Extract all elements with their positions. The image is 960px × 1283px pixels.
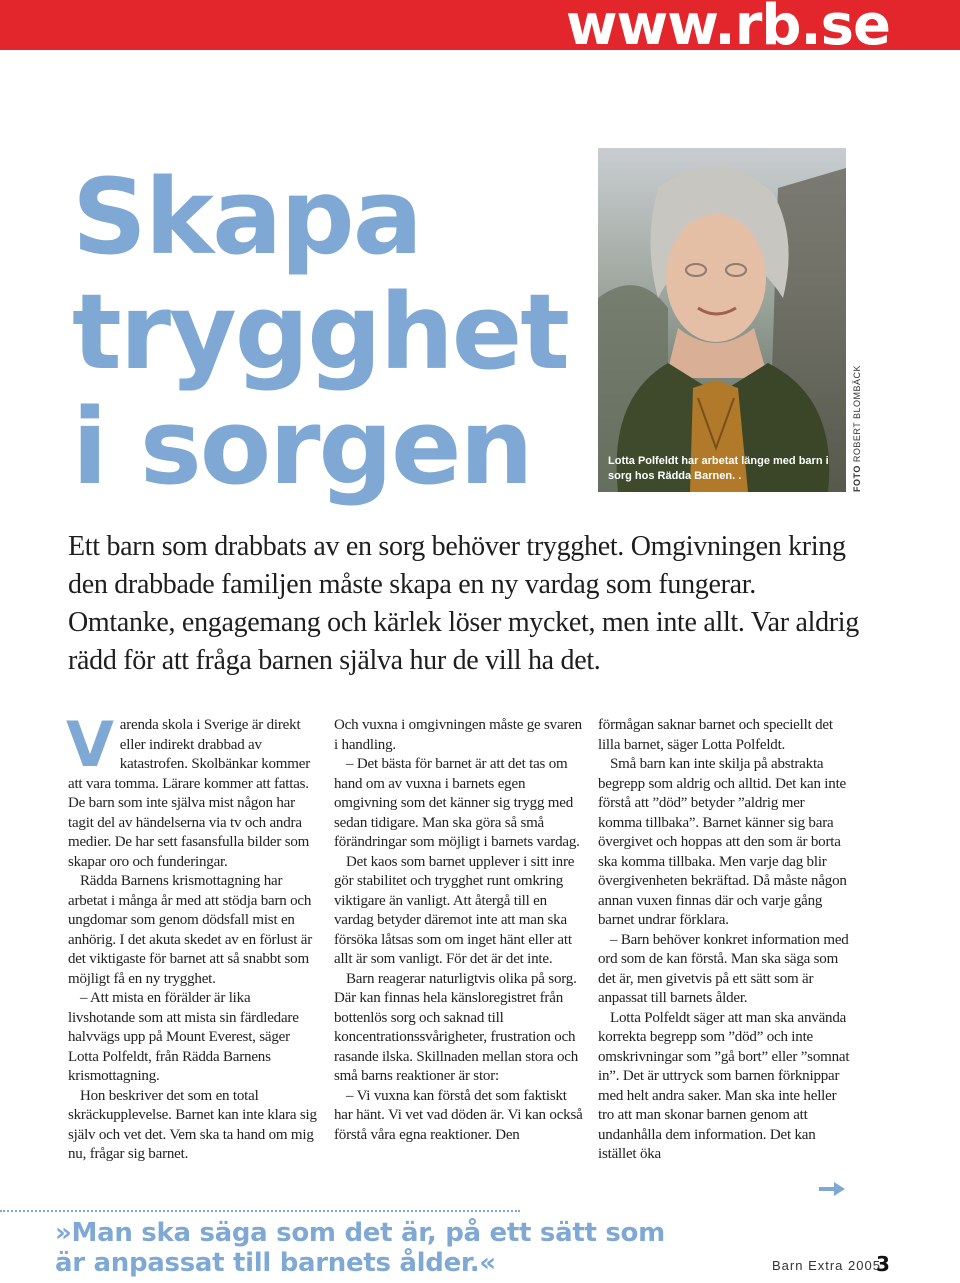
drop-cap: V (66, 708, 114, 781)
article-column-3 (598, 716, 850, 1165)
photo-caption: Lotta Polfeldt har arbetat länge med barn i sorg hos Rädda Barnen. . (608, 455, 829, 482)
publication-name: Barn Extra 2005 (772, 1258, 881, 1273)
paragraph: – Det bästa för barnet är att det tas om hand om av vuxna i barnets egen omgivning som det känner sig trygg med sedan tidigare. Man ska göra så små förändringar som möjligt i barnets vardag. (334, 756, 580, 850)
headline-line-3: i sorgen (72, 386, 532, 508)
page-number: 3 (876, 1252, 890, 1276)
site-url[interactable]: www.rb.se (565, 0, 890, 58)
portrait-photo (598, 148, 846, 492)
paragraph: Det kaos som barnet upplever i sitt inre gör stabilitet och trygghet runt omkring viktigare än vanligt. Att återgå till en vardag betyder däremot inte att man ska försöka låtsas som om inget hänt eller att allt är som vanligt. För det är det inte. (334, 853, 575, 967)
lead-paragraph: Ett barn som drabbats av en sorg behöver trygghet. Omgivningen kring den drabbade familjen måste skapa en ny vardag som fungerar. Omtanke, engagemang och kärlek löser mycket, men inte allt. Var aldrig rädd för att fråga barnen själva hur de vill ha det. (68, 531, 859, 676)
paragraph: Och vuxna i omgivningen måste ge svaren i handling. (334, 717, 582, 753)
pull-quote: »Man ska säga som det är, på ett sätt som är anpassat till barnets ålder.« (55, 1218, 665, 1278)
credit-label: FOTO (852, 465, 862, 492)
top-bar (0, 0, 960, 58)
paragraph-text: arenda skola i Sverige är direkt eller indirekt drabbad av katastrofen. Skolbänkar kommer att vara tomma. Lärare kommer att fattas. De barn som inte själva mist någon har tagit del av händelserna via tv och andra medier. De har sett fasansfulla bilder som skapar oro och funderingar. (68, 717, 310, 870)
paragraph: Hon beskriver det som en total skräckupplevelse. Barnet kan inte klara sig själv och vet det. Vem ska ta hand om mig nu, frågar sig barnet. (68, 1087, 317, 1162)
headline-line-2: trygghet (72, 271, 568, 393)
pullquote-divider (0, 1210, 520, 1212)
paragraph: Lotta Polfeldt säger att man ska använda korrekta begrepp som ”död” och inte omskrivningar som ”gå bort” eller ”somnat in”. Det är uttryck som barnen förknippar med helt andra saker. Man ska inte heller tro att man skonar barnen genom att undanhålla dem information. Det kan istället öka (598, 1009, 850, 1162)
credit-name: ROBERT BLOMBÄCK (852, 364, 862, 463)
paragraph: Barn reagerar naturligtvis olika på sorg. Där kan finnas hela känsloregistret från bottenlös sorg och saknad till koncentrationssvårigheter, frustration och rasande ilska. Skillnaden mellan stora och små barns reaktioner är stor: (334, 970, 579, 1084)
paragraph: förmågan saknar barnet och speciellt det lilla barnet, säger Lotta Polfeldt. (598, 717, 833, 753)
headline (72, 156, 592, 508)
headline-line-1: Skapa (72, 156, 421, 278)
paragraph: Rädda Barnens krismottagning har arbetat i många år med att stödja barn och ungdomar som genom dödsfall mist en anhörig. I det akuta skedet av en förlust är det viktigaste för barnet att så snabbt som möjligt få en ny trygghet. (68, 873, 313, 987)
article-column-2 (334, 716, 586, 1145)
paragraph: – Att mista en förälder är lika livshotande som att mista sin färdledare halvvägs upp på Mount Everest, säger Lotta Polfeldt, från Rädda Barnens krismottagning. (68, 990, 299, 1084)
paragraph: Små barn kan inte skilja på abstrakta begrepp som aldrig och alltid. Det kan inte förstå att ”död” betyder ”aldrig mer komma tillbaka”. Barnet känner sig bara övergivet och hoppas att den som är borta ska komma tillbaka. Men varje dag blir övergivenheten bekräftad. Då måste någon annan vuxen finnas där och varje gång barnet undrar förklara. (598, 756, 847, 928)
continue-arrow-icon (818, 1180, 846, 1198)
portrait-illustration (598, 148, 846, 492)
paragraph (66, 708, 320, 872)
paragraph: – Vi vuxna kan förstå det som faktiskt har hänt. Vi vet vad döden är. Vi kan också förstå våra egna reaktioner. Den (334, 1087, 583, 1143)
photo-credit (852, 365, 862, 492)
paragraph: – Barn behöver konkret information med ord som de kan förstå. Man ska säga som det är, men givetvis på ett sätt som är anpassat till barnets ålder. (598, 931, 849, 1006)
article-column-1 (66, 708, 320, 1165)
